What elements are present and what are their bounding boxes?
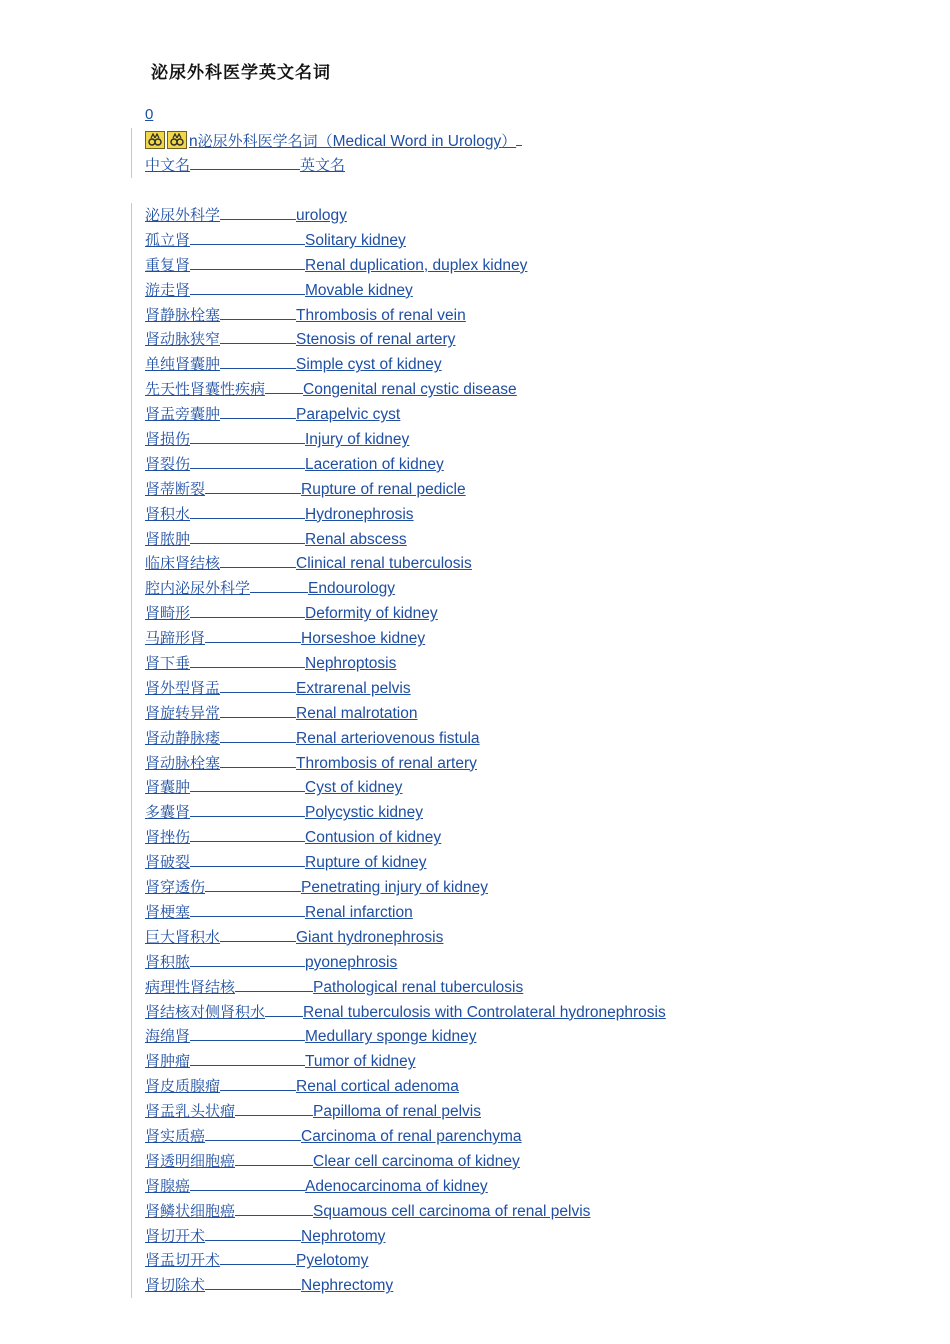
term-spacer bbox=[220, 716, 296, 718]
term-chinese: 腔内泌尿外科学 bbox=[145, 579, 251, 598]
list-item[interactable] bbox=[145, 352, 666, 377]
term-english: Polycystic kidney bbox=[305, 804, 424, 822]
left-rule-main bbox=[131, 203, 132, 1298]
term-spacer bbox=[190, 467, 305, 469]
list-item[interactable] bbox=[145, 576, 666, 601]
term-spacer bbox=[220, 940, 296, 942]
term-english: Pathological renal tuberculosis bbox=[313, 978, 524, 996]
list-item[interactable] bbox=[145, 701, 666, 726]
term-spacer bbox=[265, 1015, 303, 1017]
term-spacer bbox=[190, 293, 305, 295]
list-item[interactable] bbox=[145, 203, 666, 228]
term-chinese: 巨大肾积水 bbox=[145, 927, 221, 946]
page-title: 泌尿外科医学英文名词 bbox=[151, 63, 331, 83]
list-item[interactable] bbox=[145, 950, 666, 975]
list-item[interactable] bbox=[145, 278, 666, 303]
list-item[interactable] bbox=[145, 975, 666, 1000]
term-english: Carcinoma of renal parenchyma bbox=[301, 1127, 522, 1145]
term-chinese: 肾积水 bbox=[145, 504, 191, 523]
list-item[interactable] bbox=[145, 925, 666, 950]
list-item[interactable] bbox=[145, 1273, 666, 1298]
term-chinese: 肾肿瘤 bbox=[145, 1052, 191, 1071]
term-english: Nephrectomy bbox=[301, 1277, 394, 1295]
list-item[interactable] bbox=[145, 327, 666, 352]
term-chinese: 泌尿外科学 bbox=[145, 206, 221, 224]
list-item[interactable] bbox=[145, 751, 666, 776]
term-spacer bbox=[220, 766, 296, 768]
term-chinese: 孤立肾 bbox=[145, 230, 191, 249]
list-item[interactable] bbox=[145, 502, 666, 527]
term-english: Giant hydronephrosis bbox=[296, 928, 444, 946]
term-spacer bbox=[190, 1189, 305, 1191]
header-suffix: ） bbox=[501, 131, 517, 150]
term-chinese: 肾实质癌 bbox=[145, 1126, 206, 1145]
term-spacer bbox=[220, 417, 296, 419]
term-english: Extrarenal pelvis bbox=[296, 679, 411, 697]
term-english: Renal duplication, duplex kidney bbox=[305, 256, 528, 274]
term-spacer bbox=[220, 691, 296, 693]
term-english: Renal tuberculosis with Controlateral hydronephrosis bbox=[303, 1003, 666, 1021]
list-item[interactable] bbox=[145, 1199, 666, 1224]
section-header[interactable] bbox=[145, 129, 522, 151]
term-chinese: 肾穿透伤 bbox=[145, 878, 206, 897]
term-english: Renal malrotation bbox=[296, 704, 418, 722]
term-chinese: 肾腺癌 bbox=[145, 1176, 191, 1195]
term-spacer bbox=[220, 566, 296, 568]
list-item[interactable] bbox=[145, 1024, 666, 1049]
term-spacer bbox=[265, 392, 303, 394]
list-item[interactable] bbox=[145, 1248, 666, 1273]
term-spacer bbox=[220, 318, 296, 320]
list-item[interactable] bbox=[145, 676, 666, 701]
list-item[interactable] bbox=[145, 875, 666, 900]
anchor-link[interactable]: 0 bbox=[145, 106, 154, 123]
list-item[interactable] bbox=[145, 900, 666, 925]
term-english: Papilloma of renal pelvis bbox=[313, 1103, 482, 1121]
term-spacer bbox=[220, 741, 296, 743]
term-english: Renal abscess bbox=[305, 530, 407, 548]
term-chinese: 肾静脉栓塞 bbox=[145, 305, 221, 324]
term-spacer bbox=[205, 492, 301, 494]
list-item[interactable] bbox=[145, 626, 666, 651]
term-spacer bbox=[190, 517, 305, 519]
term-chinese: 临床肾结核 bbox=[145, 554, 221, 573]
binoculars-icon[interactable] bbox=[145, 131, 165, 149]
term-spacer bbox=[190, 616, 305, 618]
term-chinese: 先天性肾囊性疾病 bbox=[145, 380, 266, 399]
term-spacer bbox=[190, 915, 305, 917]
list-item[interactable] bbox=[145, 775, 666, 800]
list-item[interactable] bbox=[145, 1174, 666, 1199]
term-chinese: 重复肾 bbox=[145, 255, 191, 274]
term-english: Penetrating injury of kidney bbox=[301, 879, 488, 897]
list-item[interactable] bbox=[145, 452, 666, 477]
term-spacer bbox=[190, 1064, 305, 1066]
term-english: Cyst of kidney bbox=[305, 779, 403, 797]
term-spacer bbox=[205, 1239, 301, 1241]
list-item[interactable] bbox=[145, 850, 666, 875]
binoculars-icon[interactable] bbox=[167, 131, 187, 149]
term-spacer bbox=[190, 790, 305, 792]
term-spacer bbox=[250, 591, 308, 593]
list-item[interactable] bbox=[145, 477, 666, 502]
list-item[interactable] bbox=[145, 1149, 666, 1174]
term-english: Renal cortical adenoma bbox=[296, 1078, 459, 1096]
term-chinese: 肾外型肾盂 bbox=[145, 678, 221, 697]
term-spacer bbox=[235, 1164, 313, 1166]
term-spacer bbox=[190, 542, 305, 544]
term-english: pyonephrosis bbox=[305, 953, 398, 971]
term-spacer bbox=[205, 641, 301, 643]
term-english: Pyelotomy bbox=[296, 1252, 369, 1270]
term-chinese: 肾畸形 bbox=[145, 604, 191, 623]
term-english: Hydronephrosis bbox=[305, 505, 414, 523]
list-item[interactable] bbox=[145, 601, 666, 626]
list-item[interactable] bbox=[145, 1049, 666, 1074]
term-english: Rupture of kidney bbox=[305, 854, 427, 872]
term-chinese: 肾旋转异常 bbox=[145, 703, 221, 722]
list-item[interactable] bbox=[145, 253, 666, 278]
term-english: Congenital renal cystic disease bbox=[303, 381, 517, 399]
term-spacer bbox=[190, 865, 305, 867]
term-english: Injury of kidney bbox=[305, 431, 410, 449]
term-english: Nephroptosis bbox=[305, 655, 397, 673]
term-spacer bbox=[190, 243, 305, 245]
term-english: urology bbox=[296, 207, 347, 224]
term-chinese: 肾皮质腺瘤 bbox=[145, 1077, 221, 1096]
list-item[interactable] bbox=[145, 1124, 666, 1149]
list-item[interactable] bbox=[145, 527, 666, 552]
term-english: Renal infarction bbox=[305, 903, 413, 921]
term-chinese: 肾动静脉瘘 bbox=[145, 728, 221, 747]
term-chinese: 肾切除术 bbox=[145, 1276, 206, 1295]
column-headers[interactable] bbox=[145, 154, 345, 175]
term-spacer bbox=[205, 890, 301, 892]
term-chinese: 肾损伤 bbox=[145, 430, 191, 449]
header-link[interactable] bbox=[189, 130, 522, 151]
list-item[interactable] bbox=[145, 228, 666, 253]
list-item[interactable] bbox=[145, 402, 666, 427]
list-item[interactable] bbox=[145, 825, 666, 850]
term-english: Stenosis of renal artery bbox=[296, 331, 456, 349]
term-english: Medullary sponge kidney bbox=[305, 1028, 477, 1046]
term-english: Parapelvic cyst bbox=[296, 406, 401, 424]
term-chinese: 海绵肾 bbox=[145, 1027, 191, 1046]
term-chinese: 肾裂伤 bbox=[145, 454, 191, 473]
term-spacer bbox=[220, 1263, 296, 1265]
list-item[interactable] bbox=[145, 377, 666, 402]
term-english: Rupture of renal pedicle bbox=[301, 480, 466, 498]
term-chinese: 肾切开术 bbox=[145, 1226, 206, 1245]
term-chinese: 单纯肾囊肿 bbox=[145, 355, 221, 374]
term-english: Endourology bbox=[308, 580, 396, 598]
term-spacer bbox=[220, 218, 296, 220]
term-chinese: 肾蒂断裂 bbox=[145, 479, 206, 498]
term-spacer bbox=[235, 1114, 313, 1116]
term-english: Thrombosis of renal vein bbox=[296, 306, 466, 324]
term-chinese: 肾盂旁囊肿 bbox=[145, 405, 221, 424]
term-chinese: 肾盂切开术 bbox=[145, 1251, 221, 1270]
term-english: Contusion of kidney bbox=[305, 829, 442, 847]
term-chinese: 肾破裂 bbox=[145, 853, 191, 872]
term-spacer bbox=[190, 666, 305, 668]
term-chinese: 肾动脉狭窄 bbox=[145, 330, 221, 349]
term-english: Tumor of kidney bbox=[305, 1053, 416, 1071]
term-chinese: 肾积脓 bbox=[145, 952, 191, 971]
term-spacer bbox=[190, 965, 305, 967]
term-english: Horseshoe kidney bbox=[301, 630, 426, 648]
term-english: Laceration of kidney bbox=[305, 455, 444, 473]
term-english: Nephrotomy bbox=[301, 1227, 386, 1245]
term-chinese: 肾动脉栓塞 bbox=[145, 753, 221, 772]
term-english: Deformity of kidney bbox=[305, 605, 438, 623]
list-item[interactable] bbox=[145, 651, 666, 676]
list-item[interactable] bbox=[145, 1000, 666, 1025]
list-item[interactable] bbox=[145, 1099, 666, 1124]
term-chinese: 肾盂乳头状瘤 bbox=[145, 1102, 236, 1121]
term-spacer bbox=[220, 1089, 296, 1091]
term-english: Adenocarcinoma of kidney bbox=[305, 1177, 488, 1195]
term-spacer bbox=[190, 268, 305, 270]
term-chinese: 马蹄形肾 bbox=[145, 629, 206, 648]
term-english: Thrombosis of renal artery bbox=[296, 754, 477, 772]
term-spacer bbox=[205, 1139, 301, 1141]
list-item[interactable] bbox=[145, 1224, 666, 1249]
term-spacer bbox=[220, 367, 296, 369]
term-chinese: 肾梗塞 bbox=[145, 902, 191, 921]
term-spacer bbox=[190, 442, 305, 444]
list-item[interactable] bbox=[145, 551, 666, 576]
column-header-cn: 中文名 bbox=[145, 156, 191, 174]
header-cn: 泌尿外科医学名词（ bbox=[197, 131, 333, 150]
header-prefix: n bbox=[189, 132, 198, 150]
term-chinese: 多囊肾 bbox=[145, 803, 191, 822]
term-chinese: 肾结核对侧肾积水 bbox=[145, 1002, 266, 1021]
term-chinese: 病理性肾结核 bbox=[145, 977, 236, 996]
glossary-list bbox=[145, 203, 666, 1298]
list-item[interactable] bbox=[145, 427, 666, 452]
list-item[interactable] bbox=[145, 303, 666, 328]
list-item[interactable] bbox=[145, 1074, 666, 1099]
term-english: Squamous cell carcinoma of renal pelvis bbox=[313, 1202, 591, 1220]
term-english: Clear cell carcinoma of kidney bbox=[313, 1152, 520, 1170]
column-header-spacer bbox=[190, 168, 300, 170]
term-spacer bbox=[190, 840, 305, 842]
term-spacer bbox=[220, 342, 296, 344]
term-chinese: 肾鳞状细胞癌 bbox=[145, 1201, 236, 1220]
term-chinese: 肾囊肿 bbox=[145, 778, 191, 797]
column-header-en: 英文名 bbox=[300, 156, 346, 174]
term-english: Solitary kidney bbox=[305, 231, 406, 249]
term-english: Renal arteriovenous fistula bbox=[296, 729, 480, 747]
term-spacer bbox=[235, 990, 313, 992]
term-english: Movable kidney bbox=[305, 281, 413, 299]
term-chinese: 游走肾 bbox=[145, 280, 191, 299]
term-spacer bbox=[190, 815, 305, 817]
term-spacer bbox=[235, 1214, 313, 1216]
term-chinese: 肾下垂 bbox=[145, 654, 191, 673]
left-rule-top bbox=[131, 128, 132, 178]
list-item[interactable] bbox=[145, 800, 666, 825]
term-english: Simple cyst of kidney bbox=[296, 356, 442, 374]
term-english: Clinical renal tuberculosis bbox=[296, 555, 472, 573]
term-spacer bbox=[190, 1039, 305, 1041]
term-spacer bbox=[205, 1288, 301, 1290]
list-item[interactable] bbox=[145, 726, 666, 751]
term-chinese: 肾透明细胞癌 bbox=[145, 1151, 236, 1170]
term-chinese: 肾挫伤 bbox=[145, 828, 191, 847]
header-en: Medical Word in Urology bbox=[332, 132, 502, 150]
term-chinese: 肾脓肿 bbox=[145, 529, 191, 548]
